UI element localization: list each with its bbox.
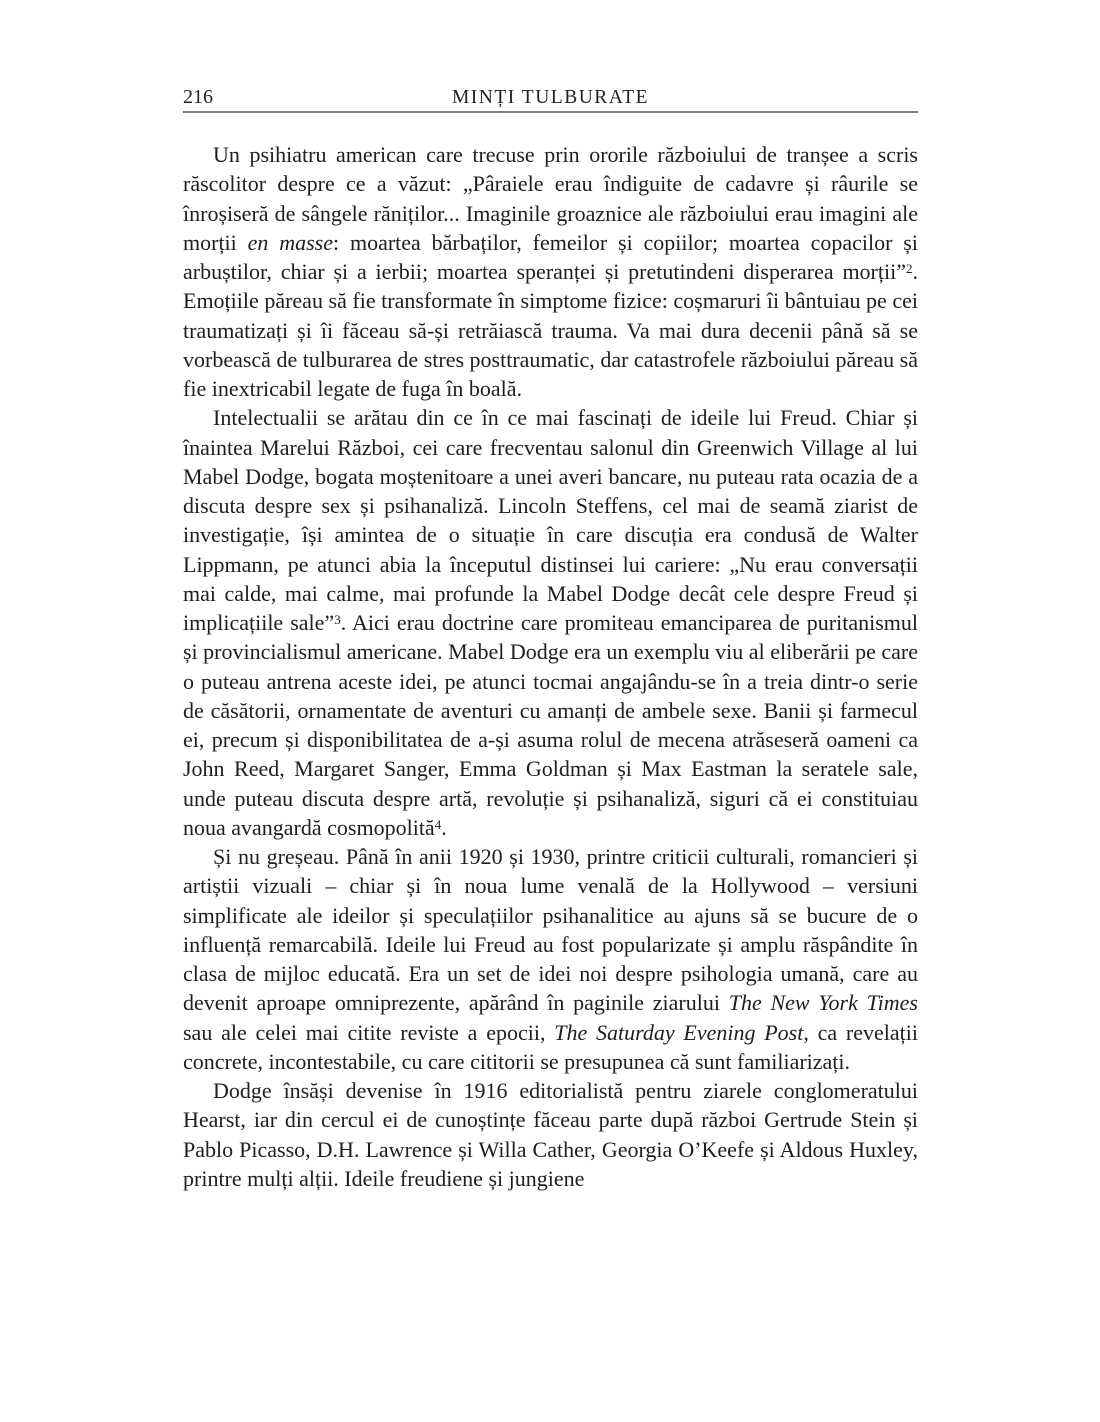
paragraph-2 bbox=[183, 403, 918, 842]
page-number: 216 bbox=[183, 86, 213, 108]
italic-title-saturday-evening-post: The Saturday Evening Post bbox=[554, 1019, 804, 1045]
paragraph-3-text: sau ale celei mai citite reviste a epocii, bbox=[183, 1019, 555, 1045]
header-rule bbox=[183, 111, 918, 113]
paragraph-3-text: , ca revelații concrete, incontestabile, cu care cititorii se presupunea că sunt familiarizați. bbox=[183, 1019, 918, 1074]
paragraph-1-text: Un psihiatru american care trecuse prin ororile războiului de tranșee a scris răscolitor despre ce a văzut: „Pâraiele erau îndiguite de cadavre și râurile se înroșiseră de sângele răniților... Imaginile groaznice ale războiului erau imagini ale morții bbox=[183, 142, 918, 255]
page-header bbox=[183, 86, 918, 112]
paragraph-1-text: : moartea bărbaților, femeilor și copiilor; moartea copacilor și arbuștilor, chiar și a ierbii; moartea speranței și pretutindeni disperarea morții” bbox=[183, 229, 918, 284]
paragraph-3-text: Și nu greșeau. Până în anii 1920 și 1930, printre criticii culturali, romancieri și artiștii vizuali – chiar și în noua lume venală de la Hollywood – versiuni simplificate ale ideilor și speculațiilor psihanalitice au ajuns să se bucure de o influență remarcabilă. Ideile lui Freud au fost popularizate și amplu răspândite în clasa de mijloc educată. Era un set de idei noi despre psihologia umană, care au devenit aproape omniprezente, apărând în paginile ziarului bbox=[183, 844, 918, 1016]
paragraph-1-text: . Emoțiile păreau să fie transformate în simptome fizice: coșmaruri îi bântuiau pe cei traumatizați și îi făceau să-și retrăiască trauma. Va mai dura decenii până să se vorbească de tulburarea de stres posttraumatic, dar catastrofele războiului păreau să fie inextricabil legate de fuga în boală. bbox=[183, 259, 918, 401]
footnote-ref-3: 3 bbox=[334, 612, 341, 628]
italic-phrase-en-masse: en masse bbox=[247, 229, 334, 255]
footnote-ref-2: 2 bbox=[906, 261, 913, 277]
paragraph-2-text: . Aici erau doctrine care promiteau emanciparea de puritanismul și provincialismul americane. Mabel Dodge era un exemplu viu al eliberării pe care o puteau antrena aceste idei, pe atunci tocmai angajându-se în a treia dintr-o serie de căsătorii, ornamentate de aventuri cu amanți de ambele sexe. Banii și farmecul ei, precum și disponibilitatea de a-și asuma rolul de mecena atrăseseră oameni ca John Reed, Margaret Sanger, Emma Goldman și Max Eastman la seratele sale, unde puteau discuta despre artă, revoluție și psihanaliză, siguri că ei constituiau noua avangardă cosmopolită bbox=[183, 610, 918, 840]
paragraph-4 bbox=[183, 1076, 918, 1193]
paragraph-2-text: . bbox=[441, 814, 447, 840]
paragraph-2-text: Intelectualii se arătau din ce în ce mai fascinați de ideile lui Freud. Chiar și înaintea Marelui Război, cei care frecventau salonul din Greenwich Village al lui Mabel Dodge, bogata moștenitoare a unei averi bancare, nu puteau rata ocazia de a discuta despre sex și psihanaliză. Lincoln Steffens, cel mai de seamă ziarist de investigație, își amintea de o situație în care discuția era condusă de Walter Lippmann, pe atunci abia la începutul distinsei lui cariere: „Nu erau conversații mai calde, mai calme, mai profunde la Mabel Dodge decât cele despre Freud și implicațiile sale” bbox=[183, 405, 918, 635]
running-title: MINȚI TULBURATE bbox=[451, 87, 650, 108]
paragraph-4-text: Dodge însăși devenise în 1916 editorialistă pentru ziarele conglomeratului Hearst, iar din cercul ei de cunoștințe făceau parte după război Gertrude Stein și Pablo Picasso, D.H. Lawrence și Willa Cather, Georgia O’Keefe și Aldous Huxley, printre mulți alții. Ideile freudiene și jungiene bbox=[183, 1078, 918, 1191]
page-body bbox=[183, 140, 918, 1193]
paragraph-1 bbox=[183, 140, 918, 403]
paragraph-3 bbox=[183, 842, 918, 1076]
italic-title-new-york-times: The New York Times bbox=[728, 990, 918, 1016]
footnote-ref-4: 4 bbox=[434, 816, 442, 832]
